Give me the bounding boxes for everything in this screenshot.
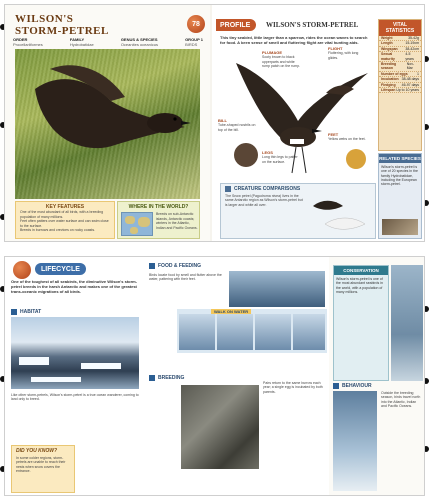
creature-comparisons-panel (220, 183, 376, 239)
bottom-left-column (5, 257, 145, 496)
vital-label: Fledging (381, 82, 396, 87)
conservation-title: CONSERVATION (334, 266, 388, 275)
taxonomy-bar (13, 37, 203, 47)
taxonomy-label: FAMILY (69, 37, 85, 42)
section-marker-icon (333, 383, 339, 389)
where-in-world-panel (117, 201, 200, 239)
habitat-photo (11, 317, 139, 389)
breeding-header (149, 375, 184, 381)
behaviour-header (333, 383, 372, 389)
storm-petrel-photo (15, 49, 200, 199)
callout-head: FLIGHT (328, 46, 343, 51)
related-title: RELATED SPECIES (379, 156, 421, 161)
related-species-panel (378, 153, 422, 239)
vital-row (379, 88, 421, 93)
ice-floe (31, 377, 81, 382)
ice-floe (19, 357, 49, 365)
key-feature-item: One of the most abundant of all birds, with a breeding population of many millions. (20, 210, 104, 219)
vital-value: 46-97 days (401, 82, 419, 87)
left-page (5, 5, 210, 242)
vital-value: 4-5 years (405, 52, 414, 61)
where-text: Breeds on sub-Antarctic islands, Antarctic coasts; winters in the Atlantic, Indian and Pacific Oceans. (156, 212, 198, 230)
lifecycle-tag: LIFECYCLE (35, 263, 86, 275)
feeding-photo (229, 271, 325, 307)
top-sheet (4, 4, 425, 242)
section-marker-icon (11, 309, 17, 315)
lifecycle-intro: One of the toughest of all seabirds, the diminutive Wilson's storm-petrel breeds in the harsh Antarctic and makes one of the greatest trans-oceanic migrations of all birds. (11, 279, 138, 294)
conservation-photo (391, 265, 423, 381)
taxonomy-family (70, 37, 94, 47)
breeding-title: BREEDING (158, 375, 185, 381)
vital-label: Number of eggs (381, 71, 408, 76)
walk-on-water-strip (177, 309, 327, 353)
key-feature-item: Feet often patters over water surface and can swim close to the surface. (20, 219, 109, 228)
taxonomy-value: Procellariiformes (13, 42, 43, 47)
walk-frame (179, 314, 215, 350)
vital-value: 38-42cm (405, 46, 419, 51)
profile-intro: This tiny seabird, little larger than a sparrow, rides the ocean waves to search for food. A keen sense of smell and fluttering flight are vital hunting aids. (220, 35, 368, 45)
callout-bill (218, 119, 258, 132)
conservation-text: Wilson's storm-petrel is one of the most abundant seabirds in the world, with a population of many millions. (336, 277, 383, 294)
taxonomy-label: GROUP 1 (185, 37, 203, 42)
lifecycle-globe-icon (13, 261, 31, 279)
walk-frame (255, 314, 291, 350)
walk-frame (293, 314, 325, 350)
taxonomy-order (13, 37, 43, 47)
section-marker-icon (149, 375, 155, 381)
vital-value: 15-19cm (405, 41, 419, 46)
habitat-title: HABITAT (20, 309, 42, 315)
food-title: FOOD & FEEDING (158, 263, 202, 269)
conservation-panel (333, 265, 389, 381)
vital-row (379, 62, 421, 72)
related-species-photo (382, 219, 418, 235)
vital-value: 1 (417, 71, 419, 76)
bottom-middle-column (145, 257, 329, 496)
walk-frame (217, 314, 253, 350)
walk-label: WALK ON WATER (211, 309, 251, 314)
callout-text: Tube-shaped nostrils on top of the bill. (218, 123, 256, 132)
behaviour-title: BEHAVIOUR (342, 383, 372, 389)
compare-title: CREATURE COMPARISONS (234, 186, 301, 192)
section-marker-icon (149, 263, 155, 269)
title-line-1: WILSON'S (15, 13, 74, 25)
vital-value: 38-48 days (401, 77, 419, 82)
key-features-title: KEY FEATURES (45, 204, 85, 210)
callout-head: FEET (328, 132, 339, 137)
taxonomy-value: Hydrobatidae (69, 42, 94, 47)
vital-label: Sexual maturity (381, 52, 395, 61)
comparison-birds-illustration (305, 192, 375, 236)
profile-title: WILSON'S STORM-PETREL (266, 21, 359, 29)
right-page (212, 5, 425, 242)
taxonomy-group (185, 37, 203, 47)
taxonomy-label: ORDER (13, 37, 28, 42)
related-text: Wilson's storm-petrel is one of 20 species in the family Hydrobatidae, including the European storm-petrel. (381, 165, 418, 187)
map-land (138, 217, 150, 227)
callout-text: Fluttering, with long glides. (328, 51, 359, 60)
bird-silhouette (15, 49, 200, 199)
vital-value: Up to 10 years (396, 88, 419, 93)
vital-label: Wingspan (381, 46, 398, 51)
vital-statistics-panel (378, 19, 422, 151)
page-title (15, 13, 109, 37)
callout-feet (328, 133, 368, 142)
callout-legs (262, 151, 302, 164)
did-you-know-text: In some colder regions, storm-petrels are unable to reach their nests when snow covers the entrance. (16, 456, 66, 473)
vital-value: 35-42g (408, 36, 419, 40)
habitat-text: Like other storm-petrels, Wilson's storm-petrel is a true ocean wanderer, coming to land only to breed. (11, 393, 139, 402)
card-number-badge: 78 (187, 15, 205, 33)
key-features-panel (15, 201, 115, 239)
did-you-know-panel (11, 445, 75, 493)
taxonomy-label: GENUS & SPECIES (120, 37, 158, 42)
vital-title: VITAL STATISTICS (379, 20, 421, 36)
vital-label: Incubation (381, 77, 399, 82)
behaviour-photo (333, 391, 377, 491)
callout-head: LEGS (262, 150, 273, 155)
callout-text: Long thin legs to patter on the surface. (262, 155, 298, 164)
callout-head: BILL (218, 118, 227, 123)
behaviour-text: Outside the breeding season, birds travel north into the Atlantic, Indian and Pacific Oceans. (381, 391, 421, 409)
vital-value: Nov-Mar (406, 62, 415, 71)
callout-text: Sooty brown to black upperparts and white rump patch on the rump. (262, 55, 301, 68)
ice-floe (81, 363, 121, 369)
callout-head: PLUMAGE (262, 50, 282, 55)
breeding-text: Pairs return to the same burrow each year; a single egg is incubated by both parents. (263, 381, 323, 394)
compare-text: The Snow petrel (Pagodroma nivea) lives in the same Antarctic region as Wilson's storm-petrel but is larger and white all over. (225, 194, 303, 207)
did-you-know-title: DID YOU KNOW? (16, 448, 58, 454)
vital-label: Lifespan (381, 88, 396, 93)
vital-label: Weight (381, 36, 393, 40)
title-line-2: STORM-PETREL (15, 25, 109, 37)
section-marker-icon (225, 186, 231, 192)
bottom-sheet (4, 256, 425, 496)
breeding-photo (181, 385, 259, 469)
taxonomy-genus (121, 37, 158, 47)
vital-row (379, 52, 421, 62)
taxonomy-value: Oceanites oceanicus (120, 42, 158, 47)
habitat-header (11, 309, 41, 315)
key-feature-item: Breeds in burrows and crevices on rocky coasts. (20, 228, 96, 232)
map-land (125, 216, 135, 224)
anatomy-illustration (216, 43, 376, 181)
taxonomy-value: BIRDS (185, 42, 198, 47)
map-land (130, 227, 138, 234)
bottom-right-column (329, 257, 425, 496)
food-feeding-header (149, 263, 201, 269)
where-title: WHERE IN THE WORLD? (128, 204, 189, 210)
callout-flight (328, 47, 368, 60)
food-text: Birds locate food by smell and flutter above the water, pattering with their feet. (149, 273, 222, 282)
world-map (121, 212, 153, 236)
vital-label: Breeding season (381, 62, 397, 71)
callout-plumage (262, 51, 302, 68)
profile-tag: PROFILE (216, 19, 256, 31)
callout-text: Yellow webs on the feet. (328, 137, 366, 142)
vital-label: Length (381, 41, 393, 46)
